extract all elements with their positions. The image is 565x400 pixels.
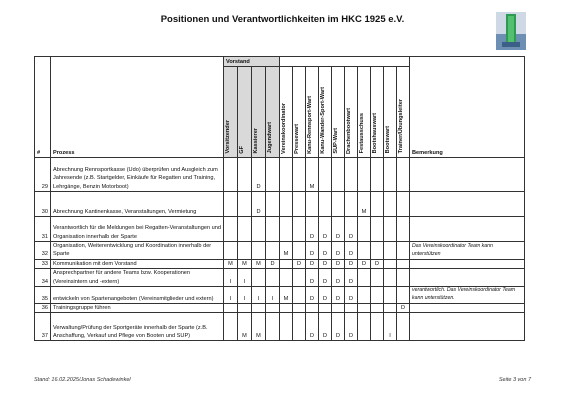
role-label: SUP-Wart xyxy=(333,128,339,154)
process-cell: Abrechnung Rennsportkasse (Udo) überprüfen und Ausgleich zum Jahresende (z.B. Startgelder, Einkäufe für Regatten und Training, Lehrgänge, Benzin Motorboot) xyxy=(51,158,224,192)
table-row xyxy=(35,259,525,268)
column-header-role xyxy=(332,67,345,158)
role-mark-cell: D xyxy=(319,269,332,287)
role-mark-cell xyxy=(384,269,397,287)
role-mark-cell: D xyxy=(266,259,280,268)
role-mark-cell xyxy=(371,303,384,312)
role-mark-cell xyxy=(238,217,252,242)
remark-cell xyxy=(410,158,525,192)
role-mark-cell: D xyxy=(319,313,332,341)
role-mark-cell xyxy=(319,303,332,312)
role-mark-cell xyxy=(238,158,252,192)
role-mark-cell: D xyxy=(306,313,319,341)
process-cell: Kommunikation mit dem Vorstand xyxy=(51,259,224,268)
column-header-number: # xyxy=(35,67,51,158)
role-mark-cell: D xyxy=(371,259,384,268)
role-mark-cell xyxy=(293,313,306,341)
column-header-role xyxy=(293,67,306,158)
role-mark-cell xyxy=(238,303,252,312)
role-mark-cell xyxy=(397,217,410,242)
remark-cell xyxy=(410,259,525,268)
row-number: 37 xyxy=(35,313,51,341)
remark-cell xyxy=(410,269,525,287)
role-mark-cell xyxy=(252,242,266,260)
row-number: 36 xyxy=(35,303,51,312)
role-mark-cell: D xyxy=(306,286,319,303)
process-cell: entwickeln von Spartenangeboten (Vereinsmitglieder und extern) xyxy=(51,286,224,303)
role-mark-cell xyxy=(332,303,345,312)
role-mark-cell xyxy=(280,303,293,312)
role-mark-cell xyxy=(319,158,332,192)
row-number: 30 xyxy=(35,192,51,217)
role-mark-cell: D xyxy=(293,259,306,268)
role-mark-cell xyxy=(397,259,410,268)
table-row xyxy=(35,269,525,287)
remark-cell xyxy=(410,217,525,242)
row-number: 33 xyxy=(35,259,51,268)
column-header-role xyxy=(397,67,410,158)
role-mark-cell: M xyxy=(252,259,266,268)
role-mark-cell xyxy=(293,303,306,312)
role-mark-cell: D xyxy=(345,259,358,268)
role-mark-cell xyxy=(293,217,306,242)
role-mark-cell xyxy=(384,158,397,192)
column-header-role xyxy=(345,67,358,158)
role-mark-cell: D xyxy=(306,269,319,287)
role-mark-cell xyxy=(306,303,319,312)
role-mark-cell: D xyxy=(332,286,345,303)
role-label: Pressewart xyxy=(294,123,300,154)
table-row xyxy=(35,313,525,341)
role-mark-cell xyxy=(358,242,371,260)
process-cell: Verwaltung/Prüfung der Sportgeräte innerhalb der Sparte (z.B. Anschaffung, Verkauf und Pflege von Booten und SUP) xyxy=(51,313,224,341)
role-mark-cell xyxy=(345,158,358,192)
row-number: 35 xyxy=(35,286,51,303)
role-mark-cell: D xyxy=(345,269,358,287)
column-header-role xyxy=(224,67,238,158)
role-mark-cell xyxy=(224,313,238,341)
role-mark-cell xyxy=(371,242,384,260)
row-number: 29 xyxy=(35,158,51,192)
role-label: Vorsitzender xyxy=(225,120,231,154)
row-number: 31 xyxy=(35,217,51,242)
column-header-role xyxy=(384,67,397,158)
table-row xyxy=(35,303,525,312)
role-mark-cell: D xyxy=(319,242,332,260)
role-label: Kanu-Rennsport-Wart xyxy=(307,95,313,154)
role-mark-cell: I xyxy=(238,286,252,303)
role-mark-cell xyxy=(358,269,371,287)
role-mark-cell xyxy=(384,217,397,242)
role-mark-cell xyxy=(224,217,238,242)
role-mark-cell xyxy=(224,303,238,312)
header-blank-process xyxy=(51,57,224,67)
role-mark-cell: D xyxy=(306,259,319,268)
role-mark-cell xyxy=(319,192,332,217)
role-label: Kassierer xyxy=(253,128,259,154)
role-mark-cell xyxy=(371,313,384,341)
role-mark-cell xyxy=(224,192,238,217)
role-mark-cell xyxy=(371,192,384,217)
role-mark-cell xyxy=(266,217,280,242)
column-header-role xyxy=(252,67,266,158)
role-mark-cell xyxy=(293,192,306,217)
role-mark-cell xyxy=(266,269,280,287)
role-mark-cell xyxy=(280,269,293,287)
role-mark-cell xyxy=(345,303,358,312)
role-mark-cell: D xyxy=(319,217,332,242)
role-label: Jugendwart xyxy=(267,122,273,154)
role-mark-cell: D xyxy=(319,286,332,303)
role-mark-cell xyxy=(371,269,384,287)
role-mark-cell: D xyxy=(332,242,345,260)
responsibility-table xyxy=(34,56,525,341)
role-mark-cell xyxy=(224,158,238,192)
row-number: 34 xyxy=(35,269,51,287)
role-mark-cell xyxy=(252,217,266,242)
remark-cell: verantwortlich. Das Vereinskoordinator Team kann unterstützen. xyxy=(410,286,525,303)
role-label: Kanu-Wander-Sport-Wart xyxy=(320,86,326,154)
column-header-role xyxy=(280,67,293,158)
role-mark-cell xyxy=(397,192,410,217)
role-mark-cell: M xyxy=(280,242,293,260)
role-mark-cell xyxy=(358,158,371,192)
role-mark-cell: M xyxy=(306,158,319,192)
role-mark-cell xyxy=(280,158,293,192)
role-mark-cell xyxy=(238,242,252,260)
role-mark-cell xyxy=(358,217,371,242)
role-mark-cell xyxy=(397,242,410,260)
remark-cell xyxy=(410,192,525,217)
role-mark-cell xyxy=(266,313,280,341)
role-mark-cell xyxy=(358,286,371,303)
role-mark-cell xyxy=(293,286,306,303)
role-mark-cell xyxy=(358,303,371,312)
role-mark-cell: D xyxy=(319,259,332,268)
role-mark-cell: M xyxy=(238,313,252,341)
column-header-role xyxy=(371,67,384,158)
page-title: Positionen und Verantwortlichkeiten im HKC 1925 e.V. xyxy=(160,14,405,25)
role-mark-cell: I xyxy=(384,313,397,341)
column-header-remarks: Bemerkung xyxy=(410,67,525,158)
role-mark-cell: I xyxy=(252,286,266,303)
role-mark-cell: D xyxy=(345,313,358,341)
role-mark-cell xyxy=(345,192,358,217)
role-mark-cell xyxy=(293,242,306,260)
vorstand-group-header: Vorstand xyxy=(224,57,280,67)
role-label: Bootshauswart xyxy=(372,113,378,154)
role-mark-cell: D xyxy=(252,192,266,217)
role-mark-cell xyxy=(224,242,238,260)
role-mark-cell: D xyxy=(345,242,358,260)
role-mark-cell: D xyxy=(332,313,345,341)
role-mark-cell: D xyxy=(306,242,319,260)
role-mark-cell: D xyxy=(397,303,410,312)
process-cell: Verantwortlich für die Meldungen bei Regatten-Veranstaltungen und Organisation innerhalb der Sparte xyxy=(51,217,224,242)
role-mark-cell: D xyxy=(332,269,345,287)
role-mark-cell: D xyxy=(332,217,345,242)
table-row xyxy=(35,192,525,217)
role-mark-cell: D xyxy=(358,259,371,268)
process-cell: Organisation, Weiterentwicklung und Koordination innerhalb der Sparte xyxy=(51,242,224,260)
role-mark-cell xyxy=(280,313,293,341)
role-label: Drachenbootwart xyxy=(346,107,352,154)
remark-cell xyxy=(410,313,525,341)
role-mark-cell xyxy=(266,303,280,312)
column-header-role xyxy=(319,67,332,158)
role-mark-cell xyxy=(371,217,384,242)
role-mark-cell: M xyxy=(224,259,238,268)
header-blank-roles xyxy=(280,57,410,67)
role-mark-cell xyxy=(266,242,280,260)
table-row xyxy=(35,158,525,192)
process-cell: Abrechnung Kantinenkasse, Veranstaltungen, Vermietung xyxy=(51,192,224,217)
role-mark-cell xyxy=(384,259,397,268)
role-mark-cell xyxy=(397,158,410,192)
role-mark-cell: D xyxy=(345,286,358,303)
role-label: Vereinskoordinator xyxy=(281,102,287,154)
remark-cell xyxy=(410,303,525,312)
column-header-role xyxy=(266,67,280,158)
process-cell: Ansprechpartner für andere Teams bzw. Kooperationen (Vereinsintern und -extern) xyxy=(51,269,224,287)
role-mark-cell: I xyxy=(224,286,238,303)
header-blank-remarks xyxy=(410,57,525,67)
table-row xyxy=(35,217,525,242)
role-mark-cell xyxy=(280,192,293,217)
row-number: 32 xyxy=(35,242,51,260)
role-mark-cell xyxy=(397,286,410,303)
column-header-role xyxy=(238,67,252,158)
role-label: GF xyxy=(239,145,245,154)
role-mark-cell xyxy=(280,217,293,242)
role-mark-cell xyxy=(384,192,397,217)
role-mark-cell xyxy=(293,269,306,287)
role-mark-cell: D xyxy=(252,158,266,192)
footer-stand: Stand: 16.02.2025/Jonas Schadewinkel xyxy=(34,377,131,383)
role-mark-cell xyxy=(252,303,266,312)
table-row xyxy=(35,242,525,260)
table-row xyxy=(35,286,525,303)
role-mark-cell xyxy=(293,158,306,192)
role-mark-cell xyxy=(252,269,266,287)
role-mark-cell xyxy=(280,259,293,268)
role-label: Trainer/Übungsleiter xyxy=(398,99,404,154)
role-mark-cell xyxy=(306,192,319,217)
column-header-process: Prozess xyxy=(51,67,224,158)
role-mark-cell: M xyxy=(280,286,293,303)
role-mark-cell xyxy=(384,242,397,260)
role-label: Bootswart xyxy=(385,126,391,154)
column-header-role xyxy=(306,67,319,158)
role-mark-cell xyxy=(384,286,397,303)
role-mark-cell xyxy=(397,313,410,341)
club-logo xyxy=(496,12,526,50)
role-mark-cell xyxy=(384,303,397,312)
role-mark-cell xyxy=(266,192,280,217)
role-mark-cell xyxy=(371,158,384,192)
role-mark-cell: D xyxy=(345,217,358,242)
footer-page-number: Seite 3 von 7 xyxy=(498,377,531,383)
process-cell: Trainingsgruppe führen xyxy=(51,303,224,312)
role-mark-cell: D xyxy=(306,217,319,242)
header-blank-num xyxy=(35,57,51,67)
role-mark-cell: M xyxy=(358,192,371,217)
role-mark-cell xyxy=(238,192,252,217)
role-mark-cell xyxy=(397,269,410,287)
role-mark-cell: M xyxy=(252,313,266,341)
role-mark-cell xyxy=(332,192,345,217)
role-mark-cell xyxy=(358,313,371,341)
role-mark-cell xyxy=(371,286,384,303)
remark-cell: Das Vereinskoordinator Team kann unterstützen xyxy=(410,242,525,260)
role-mark-cell: I xyxy=(224,269,238,287)
role-mark-cell xyxy=(332,158,345,192)
role-mark-cell: D xyxy=(332,259,345,268)
role-label: Festausschuss xyxy=(359,113,365,154)
role-mark-cell: M xyxy=(238,259,252,268)
column-header-role xyxy=(358,67,371,158)
role-mark-cell: I xyxy=(238,269,252,287)
role-mark-cell: I xyxy=(266,286,280,303)
role-mark-cell xyxy=(266,158,280,192)
